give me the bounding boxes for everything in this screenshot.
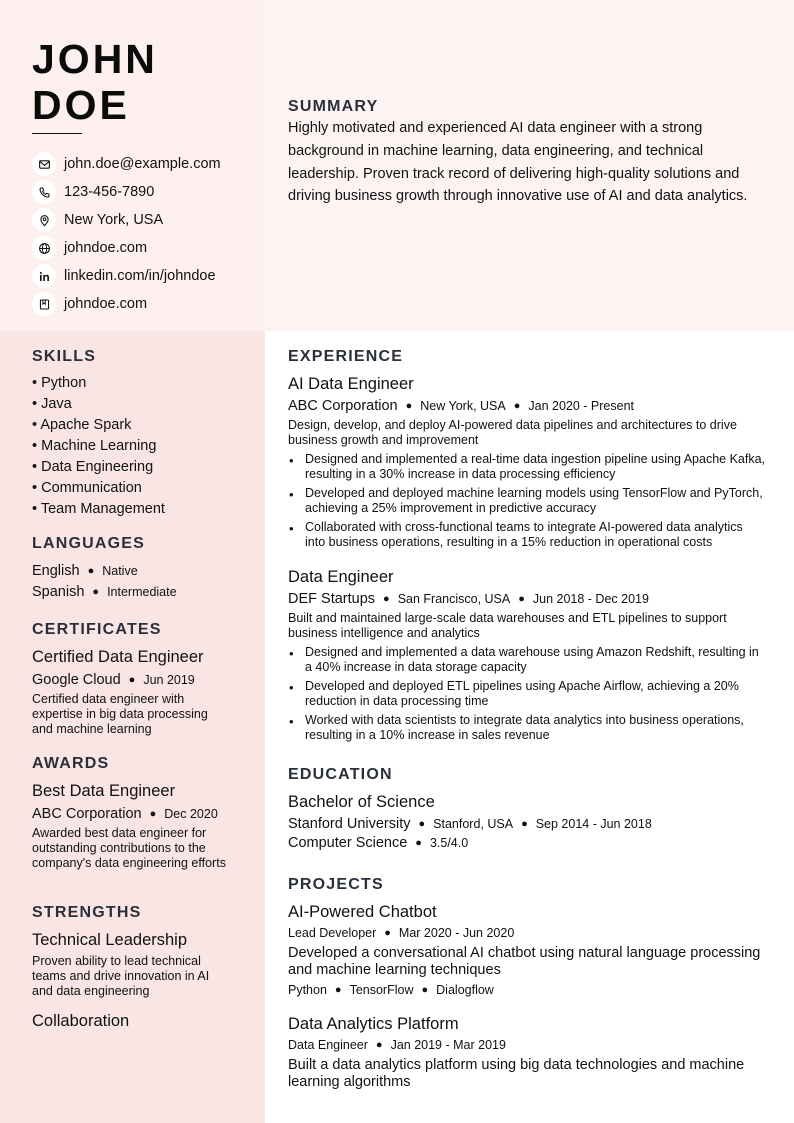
bookmark-icon: [32, 292, 56, 316]
skill-item: • Team Management: [32, 501, 165, 517]
education-dates: Sep 2014 - Jun 2018: [535, 817, 652, 831]
job-company: DEF Startups: [288, 591, 376, 607]
separator-dot: ●: [334, 984, 342, 996]
skills-list: [32, 373, 257, 520]
achievement-item: • Designed and implemented a data warehouse using Amazon Redshift, resulting in a 40% increase in data storage capacity: [288, 645, 766, 675]
languages-heading: LANGUAGES: [32, 535, 146, 552]
summary-heading: SUMMARY: [288, 98, 379, 115]
contact-email[interactable]: [32, 150, 264, 178]
certificate-meta: [32, 672, 257, 688]
project-entry: [288, 903, 768, 997]
strengths-heading: STRENGTHS: [32, 904, 142, 921]
project-name: Data Analytics Platform: [288, 1015, 459, 1033]
job-location: New York, USA: [420, 399, 506, 413]
strength-name: Technical Leadership: [32, 931, 188, 949]
skills-heading: SKILLS: [32, 348, 97, 365]
skill-item: • Machine Learning: [32, 438, 157, 454]
achievement-item: • Worked with data scientists to integrate data analytics into business operations, resulting in a 10% increase in sales revenue: [288, 713, 766, 743]
job-location: San Francisco, USA: [397, 592, 511, 606]
separator-dot: ●: [518, 593, 525, 605]
separator-dot: ●: [375, 1039, 383, 1051]
contact-phone[interactable]: [32, 178, 264, 206]
award-description: Awarded best data engineer for outstanding contributions to the company's data engineering efforts: [32, 826, 226, 870]
job-title: Data Engineer: [288, 568, 394, 586]
separator-dot: ●: [92, 585, 100, 598]
certificate-date: Jun 2019: [143, 673, 195, 687]
project-dates: Mar 2020 - Jun 2020: [398, 926, 515, 940]
location-icon: [32, 208, 56, 232]
project-role: Data Engineer: [288, 1038, 368, 1052]
achievement-item: • Developed and deployed ETL pipelines using Apache Airflow, achieving a 20% reduction in data processing time: [288, 679, 766, 709]
tech-item: TensorFlow: [349, 983, 414, 997]
language-item: [32, 560, 257, 581]
job-title: AI Data Engineer: [288, 375, 414, 393]
language-level: Native: [102, 563, 138, 578]
achievement-item: • Collaborated with cross-functional teams to integrate AI-powered data analytics into business operations, resulting in a 15% reduction in operational costs: [288, 520, 766, 550]
education-entry: [288, 793, 768, 851]
achievement-item: • Designed and implemented a real-time data ingestion pipeline using Apache Kafka, resulting in a 30% increase in data processing efficiency: [288, 452, 766, 482]
job-achievements: [288, 645, 766, 743]
contact-location-text: New York, USA: [64, 212, 164, 228]
education-field: Computer Science: [288, 835, 408, 851]
separator-dot: ●: [384, 927, 391, 939]
separator-dot: ●: [418, 818, 426, 830]
separator-dot: ●: [128, 674, 136, 686]
contact-list: [32, 150, 264, 318]
project-meta: [288, 1038, 768, 1052]
languages-list: [32, 560, 257, 602]
project-name: AI-Powered Chatbot: [288, 903, 437, 921]
globe-icon: [32, 236, 56, 260]
job-dates: Jun 2018 - Dec 2019: [532, 592, 649, 606]
award-issuer: ABC Corporation: [32, 806, 142, 822]
skill-item: • Python: [32, 375, 87, 391]
tech-item: Python: [288, 983, 327, 997]
mail-icon: [32, 152, 56, 176]
tech-item: Dialogflow: [436, 983, 494, 997]
contact-linkedin[interactable]: [32, 262, 264, 290]
job-company: ABC Corporation: [288, 398, 398, 414]
strength-description: Proven ability to lead technical teams and drive innovation in AI and data engineering: [32, 954, 210, 998]
separator-dot: ●: [383, 593, 390, 605]
project-description: Built a data analytics platform using big data technologies and machine learning algorithms: [288, 1057, 745, 1090]
skill-item: • Apache Spark: [32, 417, 132, 433]
language-name: English: [32, 562, 80, 579]
strength-name: Collaboration: [32, 1012, 130, 1030]
education-field-row: [288, 835, 768, 851]
contact-location: [32, 206, 264, 234]
certificates-heading: CERTIFICATES: [32, 621, 162, 638]
project-entry: [288, 1015, 768, 1091]
language-level: Intermediate: [107, 584, 177, 599]
job-meta: [288, 591, 768, 607]
name-last: DOE: [32, 82, 130, 128]
contact-email-text: john.doe@example.com: [64, 156, 221, 172]
job-description: Built and maintained large-scale data warehouses and ETL pipelines to support business intelligence and analytics: [288, 611, 727, 640]
project-dates: Jan 2019 - Mar 2019: [390, 1038, 506, 1052]
job-meta: [288, 398, 768, 414]
summary-text: Highly motivated and experienced AI data engineer with a strong background in machine learning, data engineering, and technical leadership. Proven track record of delivering high-quality solutions and driving business growth through innovative use of AI and data analytics.: [288, 120, 748, 205]
phone-icon: [32, 180, 56, 204]
education-degree: Bachelor of Science: [288, 793, 435, 811]
award-date: Dec 2020: [164, 807, 218, 821]
contact-linkedin-text: linkedin.com/in/johndoe: [64, 268, 216, 284]
separator-dot: ●: [405, 400, 413, 412]
separator-dot: ●: [415, 837, 422, 849]
projects-heading: PROJECTS: [288, 876, 384, 893]
project-description: Developed a conversational AI chatbot using natural language processing and machine learning techniques: [288, 945, 761, 978]
language-item: [32, 581, 257, 602]
job-dates: Jan 2020 - Present: [528, 399, 635, 413]
name-divider: [32, 133, 82, 134]
skill-item: • Java: [32, 396, 72, 412]
linkedin-icon: [32, 264, 56, 288]
project-tech: [288, 983, 768, 997]
contact-portfolio[interactable]: [32, 290, 264, 318]
candidate-name: [32, 36, 158, 128]
job-achievements: [288, 452, 766, 550]
contact-website-text: johndoe.com: [64, 240, 148, 256]
certificate-description: Certified data engineer with expertise in big data processing and machine learning: [32, 692, 208, 736]
award-name: Best Data Engineer: [32, 782, 176, 800]
contact-website[interactable]: [32, 234, 264, 262]
education-meta: [288, 816, 768, 832]
language-name: Spanish: [32, 583, 85, 600]
separator-dot: ●: [421, 984, 429, 996]
certificate-issuer: Google Cloud: [32, 672, 121, 688]
education-gpa: 3.5/4.0: [429, 836, 469, 850]
job-description: Design, develop, and deploy AI-powered data pipelines and architectures to drive business growth and improvement: [288, 418, 737, 447]
separator-dot: ●: [87, 564, 95, 577]
award-meta: [32, 806, 257, 822]
skill-item: • Data Engineering: [32, 459, 154, 475]
skill-item: • Communication: [32, 480, 142, 496]
job-entry: [288, 568, 768, 747]
project-role: Lead Developer: [288, 926, 377, 940]
certificate-name: Certified Data Engineer: [32, 648, 204, 666]
project-meta: [288, 926, 768, 940]
contact-phone-text: 123-456-7890: [64, 184, 155, 200]
separator-dot: ●: [149, 808, 157, 820]
separator-dot: ●: [513, 400, 521, 412]
experience-heading: EXPERIENCE: [288, 348, 404, 365]
education-heading: EDUCATION: [288, 766, 393, 783]
contact-portfolio-text: johndoe.com: [64, 296, 148, 312]
awards-heading: AWARDS: [32, 755, 110, 772]
achievement-item: • Developed and deployed machine learning models using TensorFlow and PyTorch, achieving a 25% improvement in predictive accuracy: [288, 486, 766, 516]
job-entry: [288, 375, 768, 554]
name-first: JOHN: [32, 36, 158, 82]
education-location: Stanford, USA: [433, 817, 514, 831]
separator-dot: ●: [521, 818, 528, 830]
education-school: Stanford University: [288, 816, 411, 832]
